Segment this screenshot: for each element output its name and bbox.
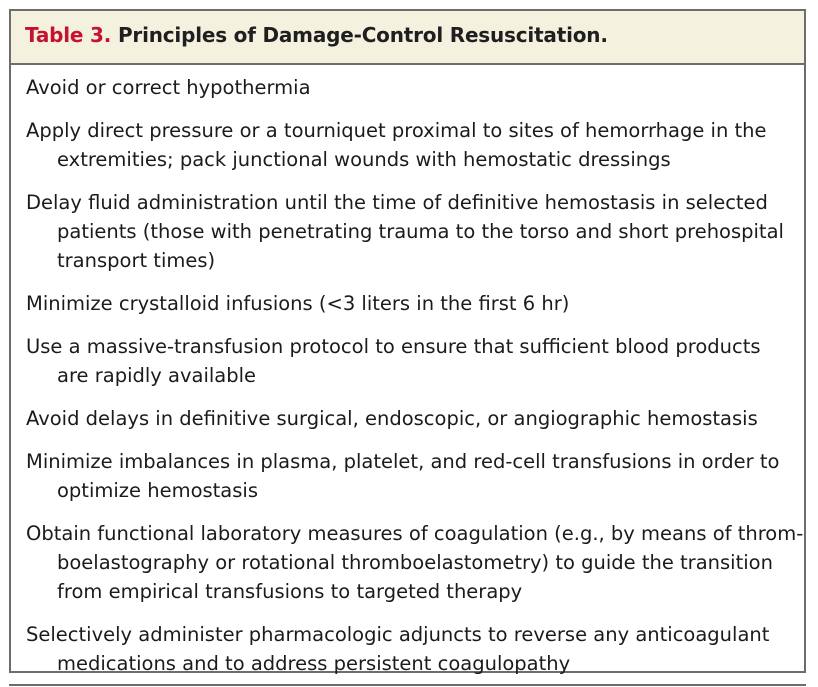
principle-line: Avoid delays in definitive surgical, endoscopic, or angiographic hemostasis <box>26 407 758 430</box>
principle-line: are rapidly available <box>57 364 257 387</box>
principle-item <box>26 447 801 505</box>
principle-item <box>26 116 801 174</box>
principle-line: Delay fluid administration until the time of definitive hemostasis in selected <box>26 191 768 214</box>
principle-item <box>26 188 801 275</box>
principle-line: Minimize imbalances in plasma, platelet, and red-cell transfusions in order to <box>26 450 780 473</box>
principle-item <box>26 332 801 390</box>
principle-line: Avoid or correct hypothermia <box>26 76 311 99</box>
principle-item <box>26 404 801 433</box>
principle-line: from empirical transfusions to targeted therapy <box>57 580 523 603</box>
principle-line: boelastography or rotational thromboelastometry) to guide the transition <box>57 551 773 574</box>
principle-line: Use a massive-transfusion protocol to ensure that sufficient blood products <box>26 335 761 358</box>
principle-line: Selectively administer pharmacologic adjuncts to reverse any anticoagulant <box>26 623 770 646</box>
principle-item <box>26 289 801 318</box>
table-frame <box>9 9 806 673</box>
principle-line: extremities; pack junctional wounds with hemostatic dressings <box>57 148 671 171</box>
bottom-rule <box>9 684 806 686</box>
principle-line: Minimize crystalloid infusions (<3 liters in the first 6 hr) <box>26 292 570 315</box>
table-title-text: Principles of Damage-Control Resuscitation. <box>117 23 608 47</box>
principle-item <box>26 620 801 678</box>
principle-line: Apply direct pressure or a tourniquet proximal to sites of hemorrhage in the <box>26 119 767 142</box>
principle-line: transport times) <box>57 249 216 272</box>
principle-item <box>26 73 801 102</box>
principle-line: Obtain functional laboratory measures of coagulation (e.g., by means of throm- <box>26 522 804 545</box>
principle-item <box>26 519 804 606</box>
principle-line: optimize hemostasis <box>57 479 258 502</box>
table-title <box>25 23 608 47</box>
principle-line: medications and to address persistent coagulopathy <box>57 652 571 675</box>
table-header <box>11 11 804 65</box>
principle-line: patients (those with penetrating trauma to the torso and short prehospital <box>57 220 784 243</box>
table-number-label: Table 3. <box>25 23 112 47</box>
